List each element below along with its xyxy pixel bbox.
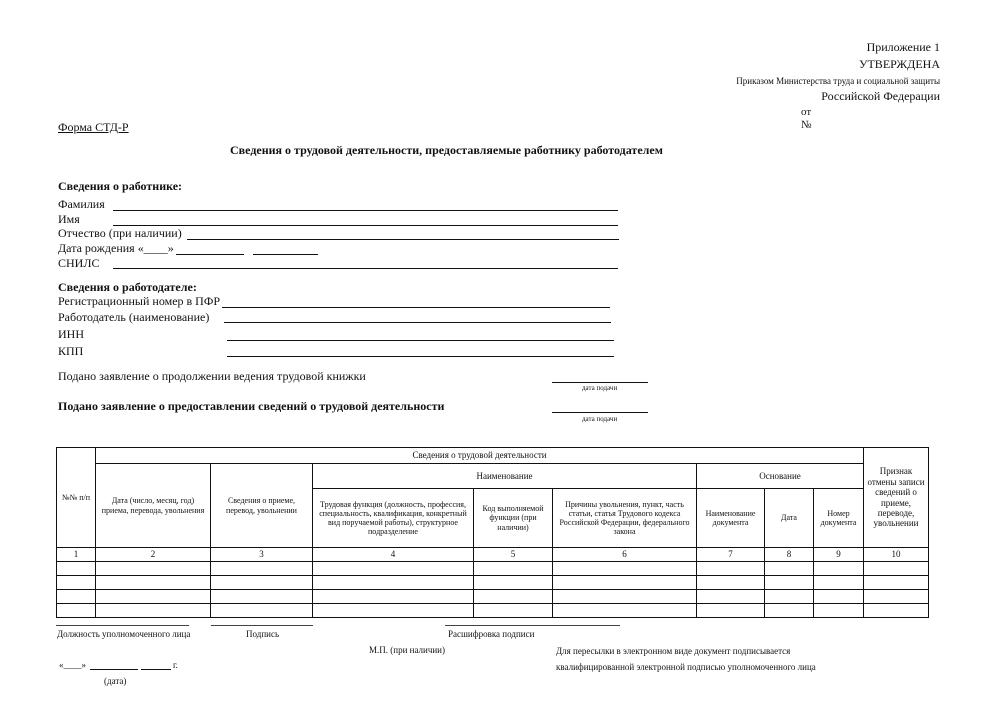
table-cell[interactable]	[553, 562, 697, 576]
patronymic-label: Отчество (при наличии)	[58, 226, 182, 240]
table-cell[interactable]	[814, 590, 864, 604]
employee-heading: Сведения о работнике:	[58, 179, 183, 193]
signature-caption: Подпись	[246, 629, 280, 639]
table-cell[interactable]	[814, 562, 864, 576]
order-date-label: от	[801, 106, 812, 118]
table-cell[interactable]	[864, 562, 929, 576]
col-doc-number-header: Номер документа	[814, 489, 864, 548]
employer-name-label: Работодатель (наименование)	[58, 310, 210, 324]
name-field[interactable]	[113, 225, 618, 226]
stamp-caption: М.П. (при наличии)	[369, 645, 445, 655]
date-year-field[interactable]	[141, 669, 171, 670]
snils-field[interactable]	[113, 268, 618, 269]
table-cell[interactable]	[697, 604, 765, 618]
order-line-1: Приказом Министерства труда и социальной защиты	[736, 76, 940, 86]
table-cell[interactable]	[211, 576, 313, 590]
table-cell[interactable]	[765, 590, 814, 604]
col-date-header: Дата (число, месяц, год) приема, перевода, увольнения	[96, 464, 211, 548]
table-cell[interactable]	[96, 576, 211, 590]
column-number: 10	[864, 548, 929, 562]
table-cell[interactable]	[313, 576, 474, 590]
date-month-field[interactable]	[90, 669, 138, 670]
table-cell[interactable]	[814, 604, 864, 618]
table-cell[interactable]	[57, 604, 96, 618]
date-day-label: «____»	[59, 660, 86, 670]
column-number: 1	[57, 548, 96, 562]
birth-month-field[interactable]	[176, 254, 244, 255]
column-number: 3	[211, 548, 313, 562]
table-cell[interactable]	[814, 576, 864, 590]
table-cell[interactable]	[57, 590, 96, 604]
kpp-field[interactable]	[227, 356, 614, 357]
table-cell[interactable]	[474, 604, 553, 618]
table-row[interactable]	[57, 562, 929, 576]
col-code-header: Код выполняемой функции (при наличии)	[474, 489, 553, 548]
table-cell[interactable]	[553, 604, 697, 618]
surname-label: Фамилия	[58, 197, 105, 211]
table-cell[interactable]	[553, 576, 697, 590]
form-name: Форма СТД-Р	[58, 120, 129, 134]
column-number: 6	[553, 548, 697, 562]
date-caption: (дата)	[104, 676, 127, 686]
column-number: 8	[765, 548, 814, 562]
table-row[interactable]	[57, 604, 929, 618]
electronic-statement: Подано заявление о предоставлении сведений о трудовой деятельности	[58, 399, 445, 413]
col-reasons-header: Причины увольнения, пункт, часть статьи, статья Трудового кодекса Российской Федерации, федерального закона	[553, 489, 697, 548]
employer-name-field[interactable]	[224, 322, 611, 323]
electronic-date-caption: дата подачи	[582, 415, 618, 423]
column-number: 2	[96, 548, 211, 562]
basis-group-header: Основание	[697, 464, 864, 489]
position-field[interactable]	[56, 625, 189, 626]
kpp-label: КПП	[58, 344, 84, 358]
table-cell[interactable]	[697, 576, 765, 590]
table-cell[interactable]	[211, 562, 313, 576]
table-cell[interactable]	[697, 590, 765, 604]
column-number: 9	[814, 548, 864, 562]
pfr-number-label: Регистрационный номер в ПФР	[58, 294, 220, 308]
surname-field[interactable]	[113, 210, 618, 211]
table-cell[interactable]	[211, 604, 313, 618]
col-num-header: №№ п/п	[57, 448, 96, 548]
name-label: Имя	[58, 212, 80, 226]
paper-book-statement: Подано заявление о продолжении ведения трудовой книжки	[58, 369, 366, 383]
table-cell[interactable]	[864, 576, 929, 590]
col-info-header: Сведения о приеме, перевод, увольнении	[211, 464, 313, 548]
birth-year-field[interactable]	[253, 254, 318, 255]
table-cell[interactable]	[57, 576, 96, 590]
table-cell[interactable]	[96, 590, 211, 604]
table-cell[interactable]	[765, 576, 814, 590]
paper-book-date-caption: дата подачи	[582, 384, 618, 392]
page-title: Сведения о трудовой деятельности, предоставляемые работнику работодателем	[230, 143, 663, 157]
appendix-label: Приложение 1	[866, 40, 940, 54]
table-cell[interactable]	[765, 562, 814, 576]
table-cell[interactable]	[211, 590, 313, 604]
pfr-number-field[interactable]	[222, 307, 610, 308]
table-cell[interactable]	[96, 604, 211, 618]
inn-label: ИНН	[58, 327, 84, 341]
column-number: 5	[474, 548, 553, 562]
decoding-field[interactable]	[445, 625, 620, 626]
table-cell[interactable]	[313, 562, 474, 576]
electronic-note-1: Для пересылки в электронном виде документ подписывается	[556, 646, 791, 656]
table-row[interactable]	[57, 576, 929, 590]
table-cell[interactable]	[864, 604, 929, 618]
col-cancel-header: Признак отмены записи сведений о приеме, переводе, увольнении	[864, 448, 929, 548]
column-number: 4	[313, 548, 474, 562]
table-cell[interactable]	[553, 590, 697, 604]
table-cell[interactable]	[697, 562, 765, 576]
table-cell[interactable]	[474, 576, 553, 590]
paper-book-date-field[interactable]	[552, 382, 648, 383]
table-cell[interactable]	[57, 562, 96, 576]
employer-heading: Сведения о работодателе:	[58, 280, 197, 294]
table-cell[interactable]	[765, 604, 814, 618]
table-cell[interactable]	[96, 562, 211, 576]
name-group-header: Наименование	[313, 464, 697, 489]
table-cell[interactable]	[313, 590, 474, 604]
order-line-2: Российской Федерации	[821, 89, 940, 103]
table-cell[interactable]	[313, 604, 474, 618]
decoding-caption: Расшифровка подписи	[448, 629, 535, 639]
order-number-label: №	[801, 119, 812, 131]
snils-label: СНИЛС	[58, 256, 100, 270]
year-suffix: г.	[173, 660, 178, 670]
col-function-header: Трудовая функция (должность, профессия, специальность, квалификация, конкретный вид поручаемой работы), структурное подразделение	[313, 489, 474, 548]
inn-field[interactable]	[227, 340, 614, 341]
column-number: 7	[697, 548, 765, 562]
patronymic-field[interactable]	[187, 239, 619, 240]
employment-table	[56, 447, 929, 618]
birth-date-label: Дата рождения «____»	[58, 241, 174, 255]
electronic-date-field[interactable]	[552, 412, 648, 413]
col-doc-name-header: Наименование документа	[697, 489, 765, 548]
table-row[interactable]	[57, 590, 929, 604]
table-cell[interactable]	[864, 590, 929, 604]
position-caption: Должность уполномоченного лица	[57, 629, 191, 639]
signature-field[interactable]	[211, 625, 313, 626]
electronic-note-2: квалифицированной электронной подписью уполномоченного лица	[556, 662, 816, 672]
table-cell[interactable]	[474, 562, 553, 576]
approved-label: УТВЕРЖДЕНА	[858, 57, 940, 71]
table-cell[interactable]	[474, 590, 553, 604]
col-date2-header: Дата	[765, 489, 814, 548]
group-header: Сведения о трудовой деятельности	[96, 448, 864, 464]
